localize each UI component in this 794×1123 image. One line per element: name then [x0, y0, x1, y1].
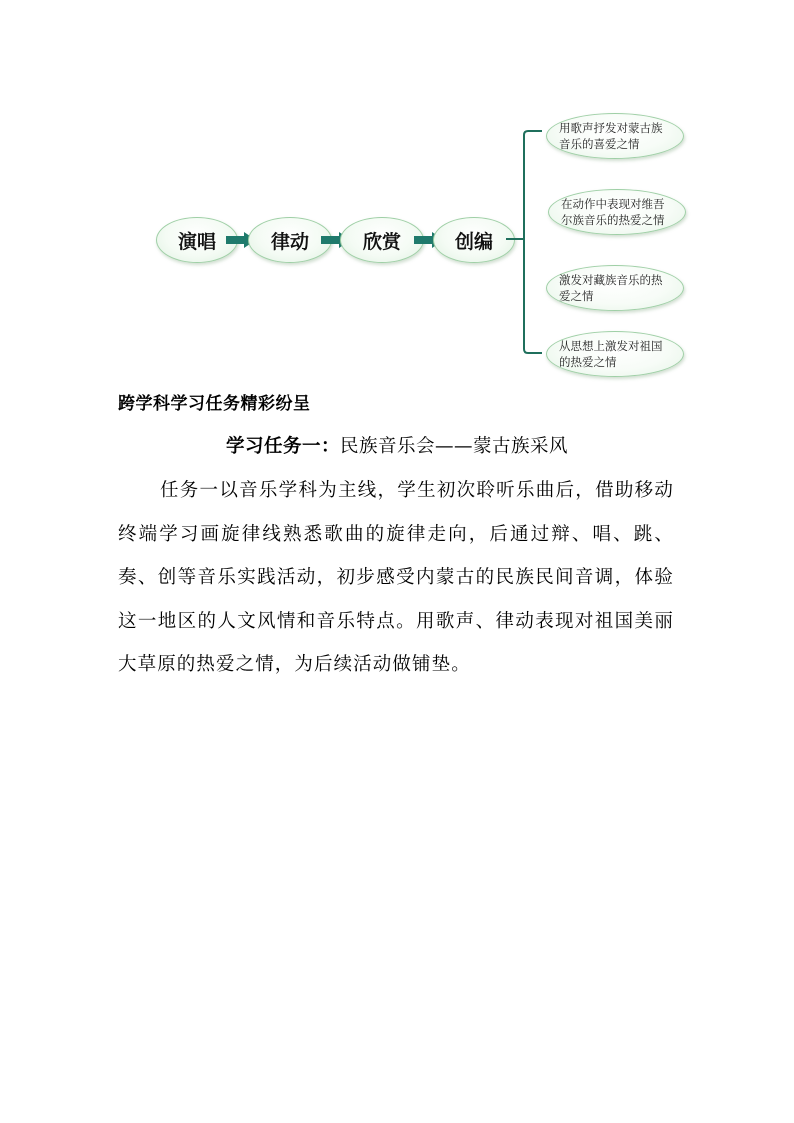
- activity-flow-diagram: [150, 103, 700, 375]
- stage-sing-label: 演唱: [177, 230, 216, 253]
- branch-bracket: [502, 103, 550, 375]
- outcome-2-text: 在动作中表现对维吾尔族音乐的热爱之情: [561, 197, 665, 227]
- stage-appreciate-node: [340, 217, 424, 263]
- outcome-4: [546, 331, 684, 377]
- outcome-1: [546, 113, 684, 159]
- task-label: 学习任务一：: [225, 436, 340, 457]
- outcome-3-text: 激发对藏族音乐的热爱之情: [559, 273, 663, 303]
- outcome-3: [546, 265, 684, 311]
- outcome-2: [548, 189, 686, 235]
- body-paragraph: 任务一以音乐学科为主线，学生初次聆听乐曲后，借助移动终端学习画旋律线熟悉歌曲的旋律走向，后通过辩、唱、跳、奏、创等音乐实践活动，初步感受内蒙古的民族民间音调，体验这一地区的人文风情和音乐特点。用歌声、律动表现对祖国美丽大草原的热爱之情，为后续活动做铺垫。: [118, 480, 674, 675]
- stage-appreciate-label: 欣赏: [362, 230, 401, 253]
- stage-rhythm-label: 律动: [270, 230, 309, 253]
- outcome-4-text: 从思想上激发对祖国的热爱之情: [559, 339, 663, 369]
- task-heading: [0, 432, 794, 458]
- section-title: 跨学科学习任务精彩纷呈: [118, 394, 311, 414]
- stage-rhythm-node: [248, 217, 332, 263]
- outcome-1-text: 用歌声抒发对蒙古族音乐的喜爱之情: [559, 121, 663, 151]
- task-name: 民族音乐会——蒙古族采风: [340, 436, 569, 457]
- stage-create-label: 创编: [454, 230, 493, 253]
